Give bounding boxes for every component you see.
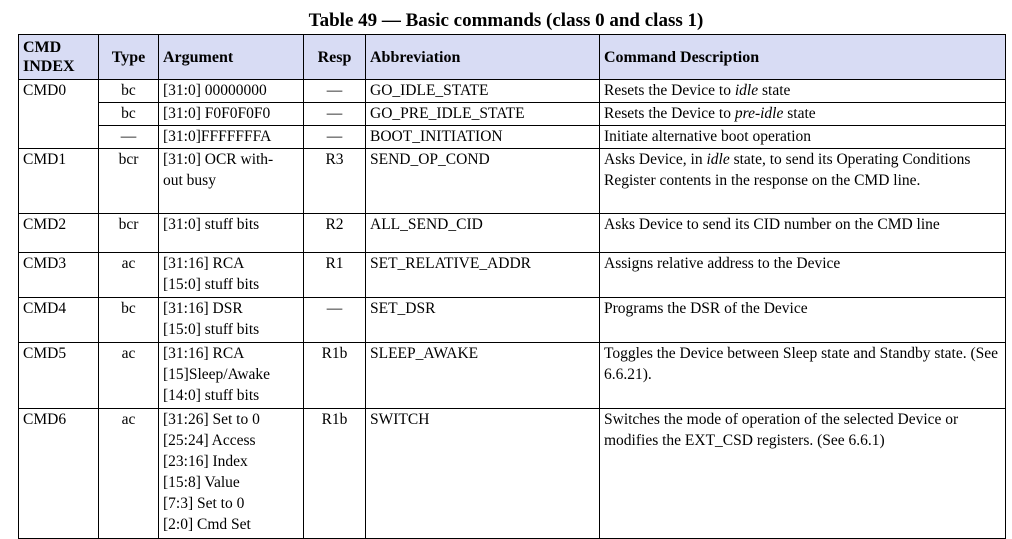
cell-abbreviation: SLEEP_AWAKE [366,343,600,409]
cell-type: ac [99,409,159,539]
table-row [19,343,1006,409]
cell-cmd-index: CMD0 [19,80,99,149]
argument-line: out busy [163,172,216,189]
argument-line: [31:16] DSR [163,300,243,317]
table-row [19,126,1006,149]
cell-cmd-index: CMD3 [19,253,99,298]
argument-line: [31:0] F0F0F0F0 [163,105,271,122]
header-argument: Argument [159,35,304,80]
header-row [19,35,1006,80]
cell-description: Programs the DSR of the Device [600,298,1006,343]
cell-resp: R1 [304,253,366,298]
cell-resp: — [304,103,366,126]
cell-resp: R1b [304,409,366,539]
cell-argument [159,80,304,103]
cell-resp: R2 [304,214,366,253]
table-row [19,409,1006,539]
cell-abbreviation: GO_PRE_IDLE_STATE [366,103,600,126]
cell-resp: R3 [304,149,366,214]
table-caption: Table 49 — Basic commands (class 0 and class 1) [308,10,704,31]
cell-type: ac [99,343,159,409]
cell-type: ac [99,253,159,298]
cell-type: bcr [99,214,159,253]
cell-description: Toggles the Device between Sleep state and Standby state. (See 6.6.21). [600,343,1006,409]
argument-line: [15:8] Value [163,474,240,491]
table-row [19,80,1006,103]
cell-description: Resets the Device to idle state [600,80,1006,103]
argument-line: [31:26] Set to 0 [163,411,260,428]
argument-line: [15:0] stuff bits [163,321,260,338]
cell-type: bc [99,80,159,103]
table-row [19,298,1006,343]
argument-line: [31:0] OCR with- [163,151,274,168]
commands-table [18,34,1006,539]
cell-argument [159,126,304,149]
argument-line: [15:0] stuff bits [163,276,260,293]
cell-cmd-index: CMD5 [19,343,99,409]
header-type: Type [99,35,159,80]
header-description: Command Description [600,35,1006,80]
cell-argument [159,253,304,298]
argument-line: [23:16] Index [163,453,248,470]
header-abbreviation: Abbreviation [366,35,600,80]
cell-description: Asks Device, in idle state, to send its Operating Conditions Register contents in the response on the CMD line. [600,149,1006,214]
cell-type: bc [99,298,159,343]
cell-argument [159,343,304,409]
cell-resp: — [304,80,366,103]
table-row [19,149,1006,214]
cell-description: Switches the mode of operation of the selected Device or modifies the EXT_CSD registers. (See 6.6.1) [600,409,1006,539]
cell-cmd-index: CMD1 [19,149,99,214]
argument-line: [7:3] Set to 0 [163,495,245,512]
cell-resp: — [304,126,366,149]
cell-argument [159,103,304,126]
cell-resp: R1b [304,343,366,409]
argument-line: [25:24] Access [163,432,256,449]
argument-line: [31:16] RCA [163,255,245,272]
cell-argument [159,149,304,214]
cell-argument [159,409,304,539]
table-row [19,253,1006,298]
header-resp: Resp [304,35,366,80]
cell-cmd-index: CMD4 [19,298,99,343]
header-cmd-index: CMD INDEX [19,35,99,80]
argument-line: [31:16] RCA [163,345,245,362]
cell-description: Resets the Device to pre-idle state [600,103,1006,126]
argument-line: [31:0] 00000000 [163,82,267,99]
cell-abbreviation: SEND_OP_COND [366,149,600,214]
cell-cmd-index: CMD6 [19,409,99,539]
cell-argument [159,214,304,253]
argument-line: [15]Sleep/Awake [163,366,271,383]
cell-description: Assigns relative address to the Device [600,253,1006,298]
cell-cmd-index: CMD2 [19,214,99,253]
cell-abbreviation: BOOT_INITIATION [366,126,600,149]
cell-resp: — [304,298,366,343]
table-row [19,214,1006,253]
cell-abbreviation: SET_RELATIVE_ADDR [366,253,600,298]
table-row [19,103,1006,126]
cell-type: — [99,126,159,149]
cell-description: Initiate alternative boot operation [600,126,1006,149]
argument-line: [31:0] stuff bits [163,216,260,233]
argument-line: [14:0] stuff bits [163,387,260,404]
cell-abbreviation: GO_IDLE_STATE [366,80,600,103]
cell-abbreviation: ALL_SEND_CID [366,214,600,253]
cell-type: bc [99,103,159,126]
cell-argument [159,298,304,343]
argument-line: [2:0] Cmd Set [163,516,251,533]
cell-description: Asks Device to send its CID number on the CMD line [600,214,1006,253]
cell-abbreviation: SWITCH [366,409,600,539]
argument-line: [31:0]FFFFFFFA [163,128,272,145]
cell-abbreviation: SET_DSR [366,298,600,343]
cell-type: bcr [99,149,159,214]
